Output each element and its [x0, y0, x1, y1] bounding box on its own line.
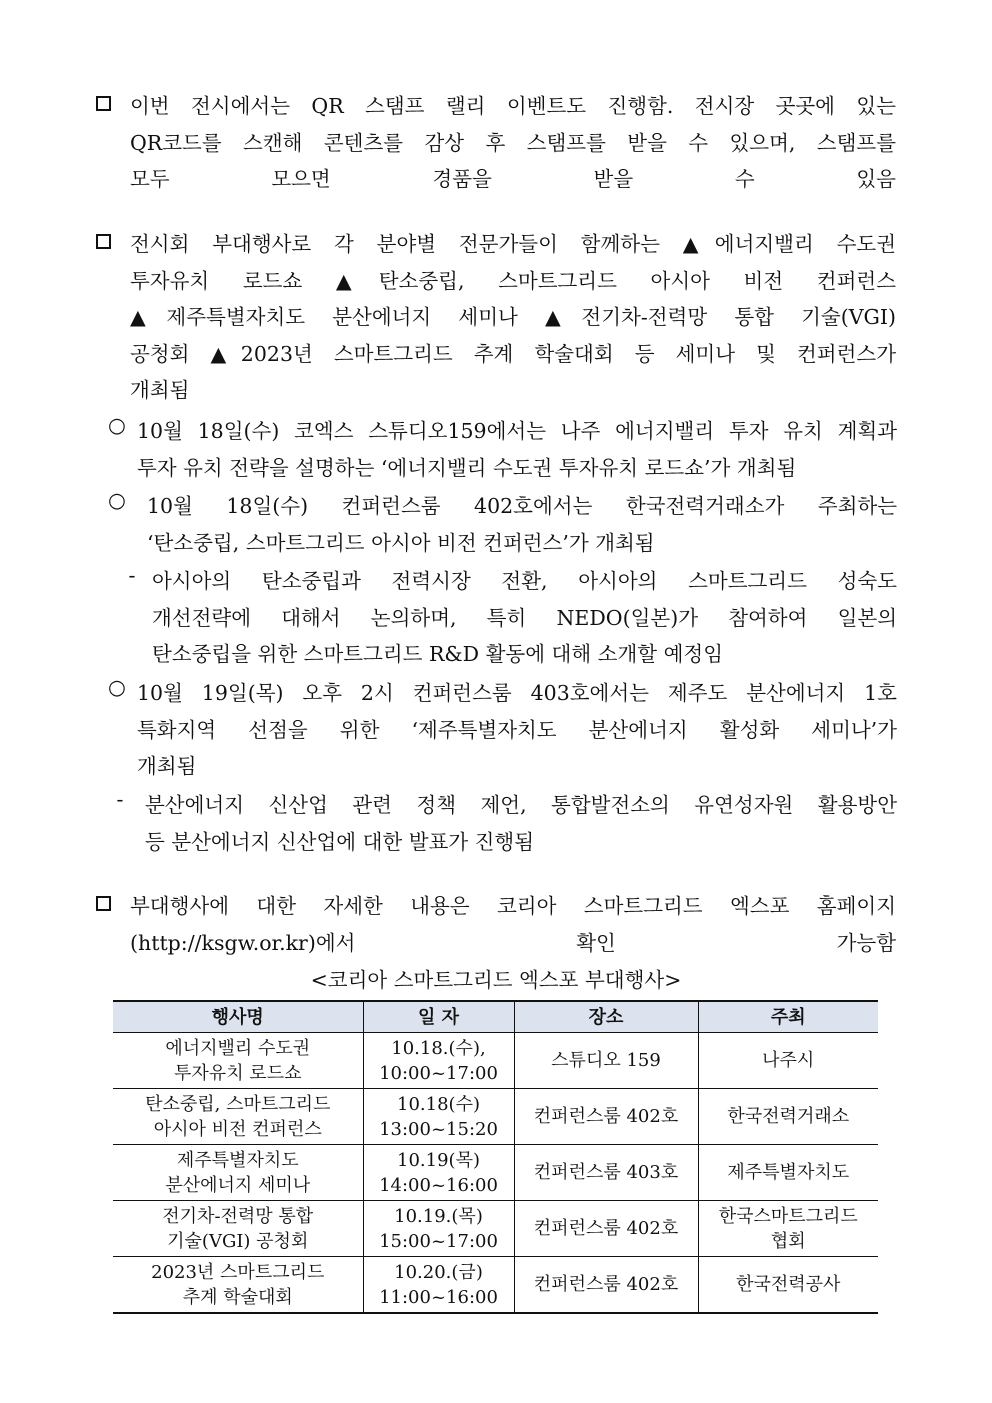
text-line: 특화지역 선점을 위한 ‘제주특별자치도 분산에너지 활성화 세미나’가	[137, 717, 897, 742]
cell-host-line: 한국전력공사	[736, 1274, 841, 1295]
cell-event-name	[113, 1089, 363, 1145]
cell-date-line: 14:00~16:00	[379, 1174, 498, 1196]
table-row	[113, 1257, 878, 1314]
dash-bullet-icon: -	[116, 787, 124, 811]
cell-venue: 컨퍼런스룸 402호	[514, 1089, 698, 1145]
header-venue: 장소	[514, 1001, 698, 1033]
text-line: 부대행사에 대한 자세한 내용은 코리아 스마트그리드 엑스포 홈페이지	[130, 894, 896, 918]
text-line: 투자유치 로드쇼 ▲탄소중립, 스마트그리드 아시아 비전 컨퍼런스	[130, 268, 896, 293]
table-row	[113, 1145, 878, 1201]
text-line: ‘탄소중립, 스마트그리드 아시아 비전 컨퍼런스’가 개최됨	[147, 530, 655, 555]
cell-event-name-line: 아시아 비전 컨퍼런스	[153, 1118, 322, 1140]
cell-event-name	[113, 1257, 363, 1314]
text-line: QR코드를 스캔해 콘텐츠를 감상 후 스탬프를 받을 수 있으며, 스탬프를	[130, 130, 896, 155]
header-event-name: 행사명	[113, 1001, 363, 1033]
cell-host	[698, 1033, 878, 1089]
cell-host-line: 협회	[770, 1230, 806, 1252]
text-line: 개선전략에 대해서 논의하며, 특히 NEDO(일본)가 참여하여 일본의	[152, 605, 897, 630]
text-line: 이번 전시에서는 QR 스탬프 랠리 이벤트도 진행함. 전시장 곳곳에 있는	[130, 94, 896, 118]
cell-date-line: 10.20.(금)	[394, 1261, 483, 1283]
cell-host-line: 제주특별자치도	[727, 1162, 850, 1183]
text-line: 모두 모으면 경품을 받을 수 있음	[130, 167, 896, 191]
cell-event-name-line: 기술(VGI) 공청회	[167, 1230, 309, 1252]
text-line: ▲제주특별자치도 분산에너지 세미나 ▲전기차-전력망 통합 기술(VGI)	[130, 305, 896, 329]
table-header-row	[113, 1001, 878, 1033]
cell-date	[363, 1257, 514, 1314]
cell-event-name	[113, 1145, 363, 1201]
text-line: 개최됨	[137, 754, 197, 778]
cell-date-line: 10.19(목)	[397, 1149, 480, 1171]
cell-event-name-line: 전기차-전력망 통합	[162, 1205, 314, 1227]
cell-host	[698, 1201, 878, 1257]
square-bullet-icon	[96, 896, 111, 911]
cell-venue: 컨퍼런스룸 402호	[514, 1201, 698, 1257]
table-row	[113, 1033, 878, 1089]
text-line: 투자 유치 전략을 설명하는 ‘에너지밸리 수도권 투자유치 로드쇼’가 개최됨	[137, 455, 797, 480]
sub-item-conference	[147, 488, 897, 561]
cell-date	[363, 1145, 514, 1201]
cell-event-name-line: 투자유치 로드쇼	[174, 1062, 302, 1084]
text-line: 등 분산에너지 신산업에 대한 발표가 진행됨	[145, 829, 535, 854]
cell-event-name-line: 에너지밸리 수도권	[165, 1037, 311, 1059]
cell-date-line: 10.18.(수),	[391, 1037, 486, 1059]
cell-date	[363, 1201, 514, 1257]
cell-event-name-line: 2023년 스마트그리드	[151, 1261, 325, 1283]
sub-item-roadshow	[137, 413, 897, 486]
detail-conference	[152, 563, 897, 673]
cell-event-name-line: 제주특별자치도	[176, 1149, 299, 1171]
text-line: 분산에너지 신산업 관련 정책 제언, 통합발전소의 유연성자원 활용방안	[145, 793, 897, 817]
cell-event-name-line: 추계 학술대회	[182, 1286, 293, 1308]
text-line: 10월 19일(목) 오후 2시 컨퍼런스룸 403호에서는 제주도 분산에너지 1호	[137, 681, 897, 705]
detail-seminar	[145, 787, 897, 860]
cell-venue: 컨퍼런스룸 402호	[514, 1257, 698, 1314]
cell-date-line: 11:00~16:00	[379, 1286, 498, 1308]
cell-date	[363, 1033, 514, 1089]
text-line: 전시회 부대행사로 각 분야별 전문가들이 함께하는 ▲에너지밸리 수도권	[130, 232, 896, 256]
circle-bullet-icon: ○	[108, 413, 126, 437]
cell-event-name-line: 분산에너지 세미나	[165, 1174, 311, 1196]
cell-date-line: 13:00~15:20	[379, 1118, 498, 1140]
circle-bullet-icon: ○	[108, 675, 126, 699]
paragraph-side-events	[96, 226, 896, 409]
paragraph-homepage	[96, 888, 896, 961]
dash-bullet-icon: -	[128, 563, 136, 587]
header-host: 주최	[698, 1001, 878, 1033]
cell-date-line: 10.19.(목)	[394, 1205, 483, 1227]
text-line: 10월 18일(수) 컨퍼런스룸 402호에서는 한국전력거래소가 주최하는	[147, 494, 897, 518]
table-caption: <코리아 스마트그리드 엑스포 부대행사>	[310, 968, 682, 992]
square-bullet-icon	[96, 96, 111, 111]
cell-host-line: 나주시	[762, 1050, 815, 1071]
text-line: 탄소중립을 위한 스마트그리드 R&D 활동에 대해 소개할 예정임	[152, 642, 724, 666]
cell-date-line: 10:00~17:00	[379, 1062, 498, 1084]
cell-venue: 컨퍼런스룸 403호	[514, 1145, 698, 1201]
table-row	[113, 1201, 878, 1257]
table-row	[113, 1089, 878, 1145]
cell-event-name-line: 탄소중립, 스마트그리드	[145, 1093, 331, 1115]
text-line: 개최됨	[130, 378, 190, 402]
cell-venue: 스튜디오 159	[514, 1033, 698, 1089]
paragraph-qr-stamp	[96, 88, 896, 198]
text-line: 공청회 ▲2023년 스마트그리드 추계 학술대회 등 세미나 및 컨퍼런스가	[130, 341, 896, 366]
cell-host	[698, 1257, 878, 1314]
header-date: 일 자	[363, 1001, 514, 1033]
cell-host-line: 한국전력거래소	[727, 1106, 850, 1127]
cell-date-line: 10.18(수)	[397, 1093, 480, 1115]
events-table	[113, 1000, 878, 1314]
cell-date	[363, 1089, 514, 1145]
square-bullet-icon	[96, 234, 111, 249]
cell-host-line: 한국스마트그리드	[718, 1205, 858, 1227]
cell-host	[698, 1089, 878, 1145]
text-line: 아시아의 탄소중립과 전력시장 전환, 아시아의 스마트그리드 성숙도	[152, 569, 897, 593]
sub-item-seminar	[137, 675, 897, 785]
circle-bullet-icon: ○	[108, 488, 126, 512]
cell-event-name	[113, 1201, 363, 1257]
cell-event-name	[113, 1033, 363, 1089]
cell-date-line: 15:00~17:00	[379, 1230, 498, 1252]
text-line: 10월 18일(수) 코엑스 스튜디오159에서는 나주 에너지밸리 투자 유치 계획과	[137, 419, 897, 443]
cell-host	[698, 1145, 878, 1201]
text-line: (http://ksgw.or.kr)에서 확인 가능함	[130, 930, 896, 955]
